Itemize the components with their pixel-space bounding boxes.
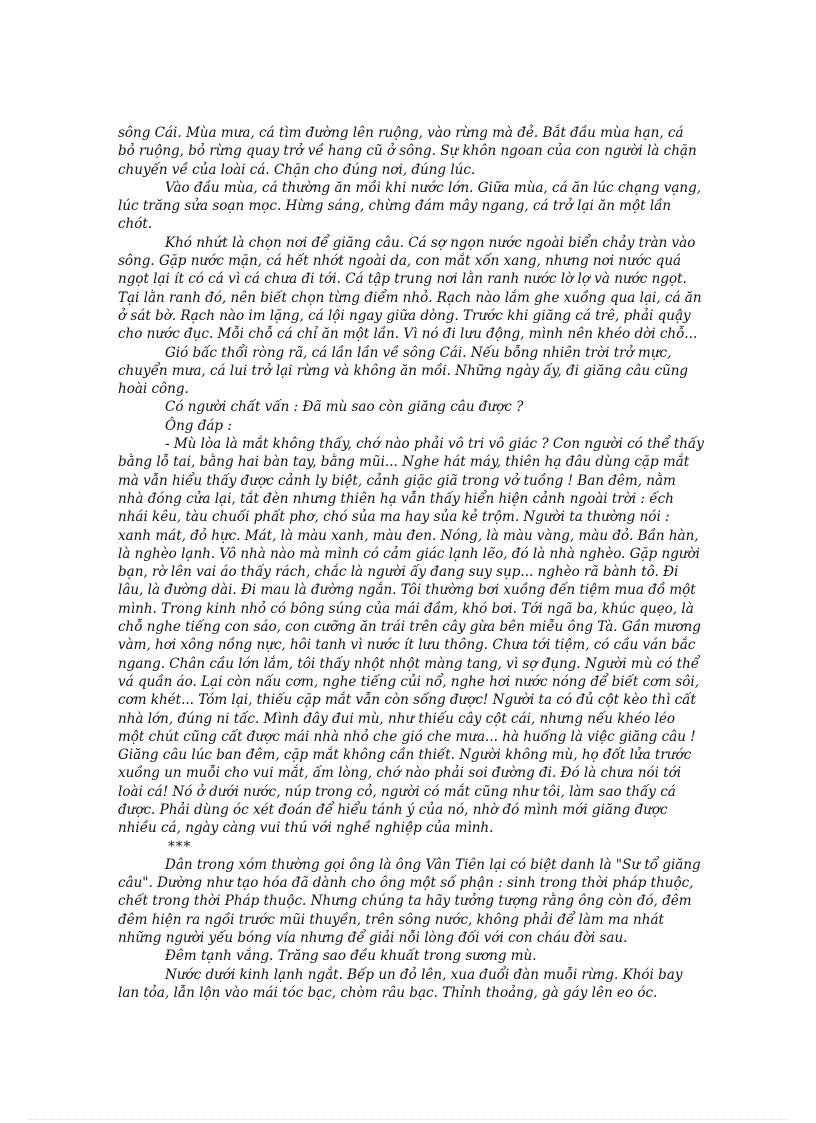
section-separator: *** bbox=[168, 838, 192, 855]
question-line: Có người chất vấn : Đã mù sao còn giăng câu được ? bbox=[165, 399, 524, 416]
paragraph-1: sông Cái. Mùa mưa, cá tìm đường lên ruộng, vào rừng mà đẻ. Bắt đầu mùa hạn, cá bỏ ruộng, bỏ rừng quay trở về hang cũ ở sông. Sự khôn ngoan của con người là chặn chuyến về của loài cá. Chặn cho đúng nơi, đúng lúc. bbox=[118, 125, 697, 178]
paragraph-4: Tại lằn ranh đó, nên biết chọn từng điểm nhỏ. Rạch nào lắm ghe xuồng qua lại, cá ăn ở sát bờ. Rạch nào im lặng, cá lội ngay giữa dòng. Trước khi giăng cá trê, phải quậy cho nước đục. Mỗi chỗ cá chỉ ăn một lần. Vì nó đi lưu động, mình nên khéo dời chỗ... bbox=[118, 289, 702, 343]
paragraph-3: Khó nhứt là chọn nơi để giăng câu. Cá sợ ngọn nước ngoài biển chảy tràn vào sông. Gặp nước mặn, cá hết nhớt ngoài da, con mắt xốn xang, nhưng nơi nước quá ngọt lại ít có cá vì cá chưa đi tới. Cá tập trung nơi lằn ranh nước lờ lợ và nước ngọt. bbox=[118, 234, 696, 288]
paragraph-2: Vào đầu mùa, cá thường ăn mồi khi nước lớn. Giữa mùa, cá ăn lúc chạng vạng, lúc trăng sửa soạn mọc. Hừng sáng, chừng đám mây ngang, cá trở lại ăn một lần chót. bbox=[118, 179, 702, 233]
paragraph-9: Dân trong xóm thường gọi ông là ông Vân Tiên lại có biệt danh là "Sư tổ giăng câu". Dường như tạo hóa đã dành cho ông một số phận : sinh trong thời pháp thuộc, chết trong thời Pháp thuộc. Nhưng chúng ta hãy tưởng tượng rằng ông còn đó, đêm đêm hiện ra ngồi trước mũi thuyền, trên sông nước, không phải để làm ma nhát những người yếu bóng vía nhưng để giải nỗi lòng đối với con cháu đời sau. bbox=[118, 856, 701, 947]
document-page bbox=[118, 124, 704, 1002]
answer-intro: Ông đáp : bbox=[165, 417, 232, 434]
page-bottom-edge bbox=[28, 1119, 788, 1120]
paragraph-10: Đêm tạnh vắng. Trăng sao đều khuất trong sương mù. bbox=[165, 948, 537, 965]
answer-paragraph: - Mù lòa là mắt không thấy, chớ nào phải vô tri vô giác ? Con người có thể thấy bằng lỗ tai, bằng hai bàn tay, bằng mũi... Nghe hát máy, thiên hạ đâu dùng cặp mắt mà vẫn hiểu thấy được cảnh ly biệt, cảnh giặc giã trong vở tuồng ! Ban đêm, nằm nhà đóng cửa lại, tắt đèn nhưng thiên hạ vẫn thấy hiển hiện cảnh ngoài trời : ếch nhái kêu, tàu chuối phất phơ, chó sủa ma hay sủa kẻ trộm. Người ta thường nói : xanh mát, đỏ hực. Mát, là màu xanh, màu đen. Nóng, là màu vàng, màu đỏ. Bần hàn, là nghèo lạnh. Vô nhà nào mà mình có cảm giác lạnh lẽo, đó là nhà nghèo. Gặp người bạn, rờ lên vai áo thấy rách, chắc là người ấy đang suy sụp... nghèo rã bành tô. Đi lâu, là đường dài. Đi mau là đường ngắn. Tôi thường bơi xuồng đến tiệm mua đồ một mình. Trong kinh nhỏ có bông súng của mái đầm, khó bơi. Tới ngã ba, khúc quẹo, là chỗ nghe tiếng con sáo, con cưỡng ăn trái trên cây gừa bên miễu ông Tà. Gần mương vàm, hơi xông nồng nực, hôi tanh vì nước ít lưu thông. Chưa tới tiệm, có cầu ván bắc ngang. Chân cầu lớn lắm, tôi thấy nhột nhột màng tang, vì sợ đụng. Người mù có thể vá quần áo. Lại còn nấu cơm, nghe tiếng củi nổ, nghe hơi nước nóng để biết cơm sôi, cơm khét... Tóm lại, thiếu cặp mắt vẫn còn sống được! Người ta có đủ cột kèo thì cất nhà lớn, đúng ni tấc. Mình đây đui mù, như thiếu cây cột cái, nhưng nếu khéo léo một chút cũng cất được mái nhà nhỏ che gió che mưa... hà huống là việc giăng câu ! Giăng câu lúc ban đêm, cặp mắt không cần thiết. Người không mù, họ đốt lửa trước xuồng un muỗi cho vui mắt, ấm lòng, chớ nào phải soi đường đi. Đó là chưa nói tới loài cá! Nó ở dưới nước, núp trong cỏ, người có mắt cũng như tôi, làm sao thấy cá được. Phải dùng óc xét đoán để hiểu tánh ý của nó, nhờ đó mình mới giăng được nhiều cá, ngày càng vui thú với nghề nghiệp của mình. bbox=[118, 436, 704, 837]
paragraph-11: Nước dưới kinh lạnh ngắt. Bếp un đỏ lên, xua đuổi đàn muỗi rừng. Khói bay lan tỏa, lẫn lộn vào mái tóc bạc, chòm râu bạc. Thỉnh thoảng, gà gáy lên eo óc. bbox=[118, 966, 683, 1001]
paragraph-5: Gió bấc thổi ròng rã, cá lần lần về sông Cái. Nếu bỗng nhiên trời trở mực, chuyển mưa, cá lui trở lại rừng và không ăn mồi. Những ngày ấy, đi giăng câu cũng hoài công. bbox=[118, 344, 689, 398]
